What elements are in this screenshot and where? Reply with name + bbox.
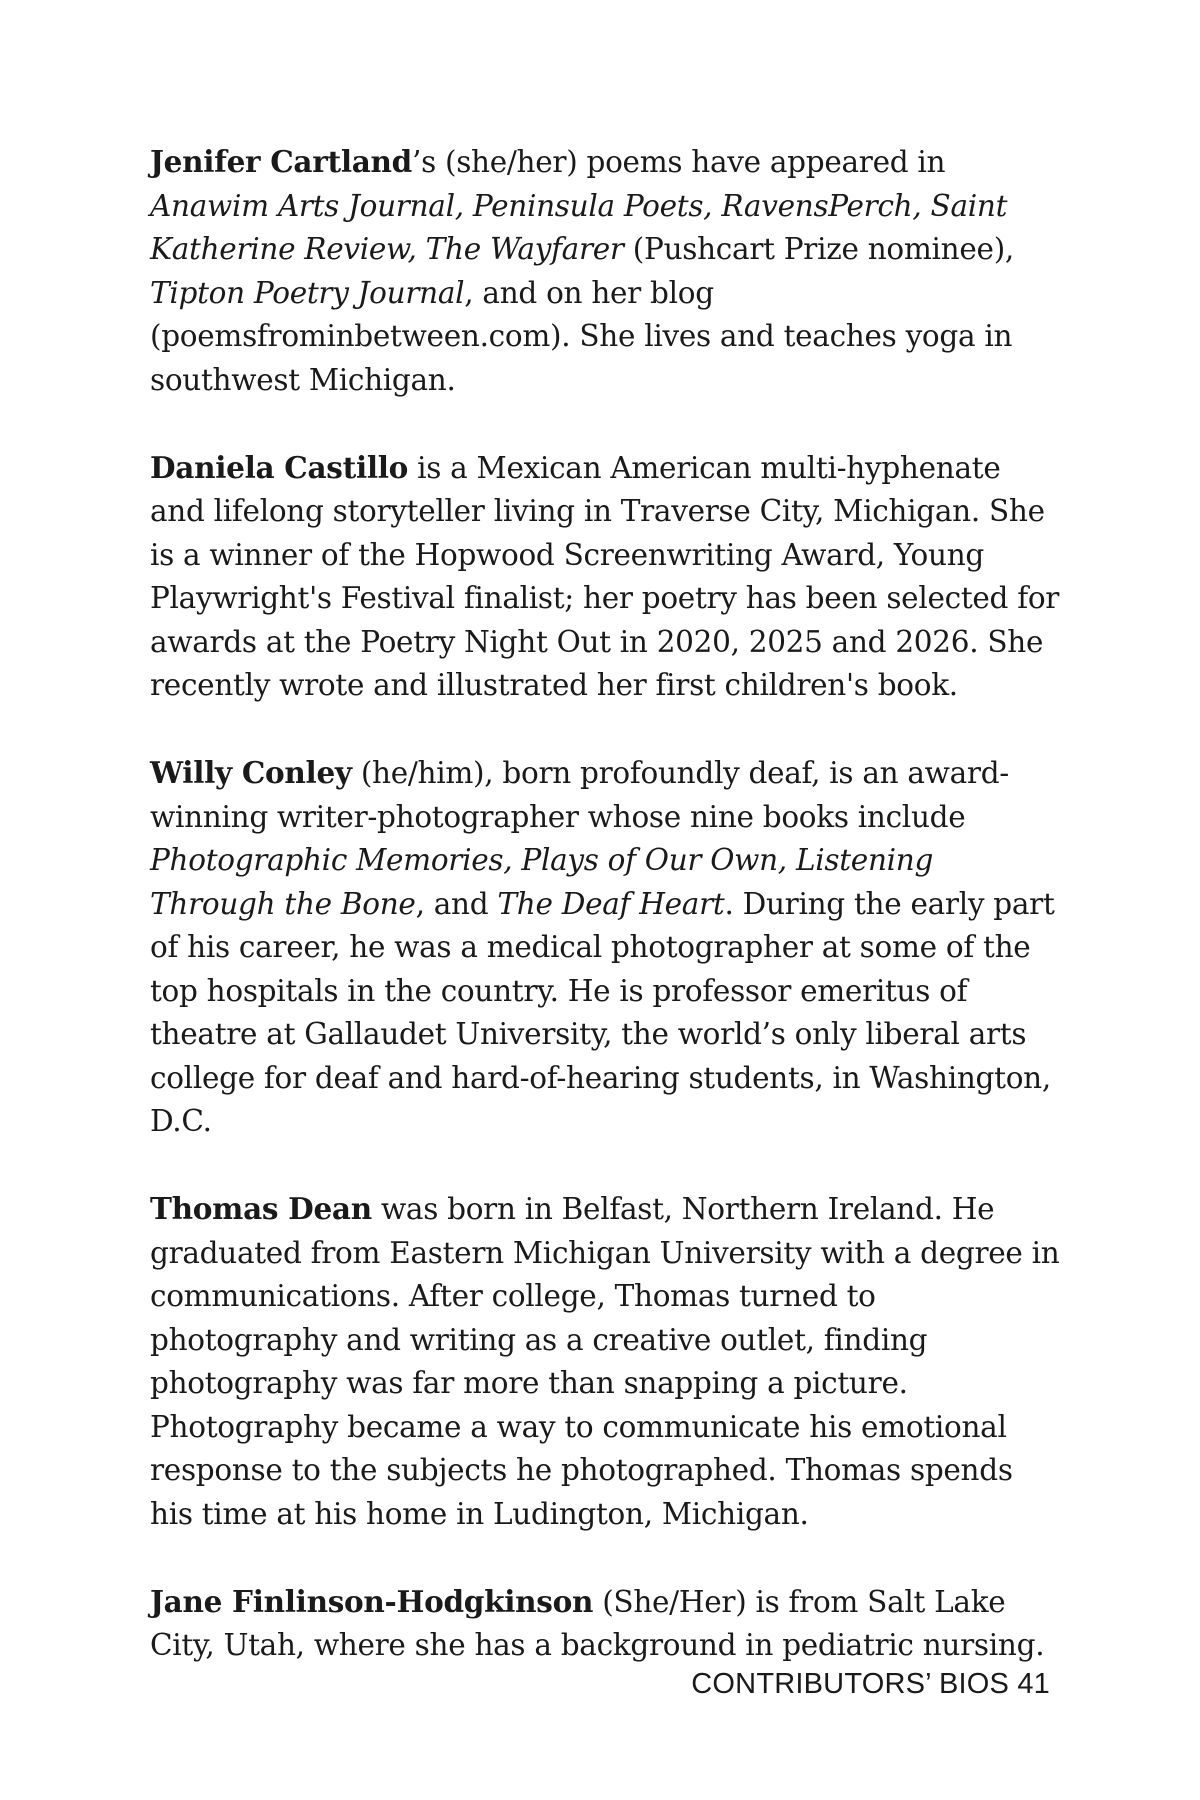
publication-title: Tipton Poetry Journal: [150, 275, 465, 310]
contributor-name: Jane Finlinson-Hodgkinson: [150, 1583, 594, 1619]
bio-text: was born in Belfast, Northern Ireland. He graduated from Eastern Michigan University with a degree in communications. After college, Thomas turned to photography and writing as a creative outlet, finding photography was far more than snapping a picture. Photography became a way to communicate his emotional response to the subjects he photographed. Thomas spends his time at his home in Ludington, Michigan.: [150, 1192, 1060, 1531]
bio-text: (he/him), born profoundly deaf, is an award-winning writer-photographer whose nine books include: [150, 756, 1009, 834]
bio-text: , and: [415, 886, 498, 921]
bio-text: , and on her blog (poemsfrominbetween.com). She lives and teaches yoga in southwest Michigan.: [150, 275, 1013, 397]
bio-text: (Pushcart Prize nominee),: [623, 232, 1014, 266]
contributor-name: Thomas Dean: [150, 1191, 372, 1226]
contributor-name: Jenifer Cartland: [150, 144, 413, 179]
bio-paragraph: [150, 1187, 1060, 1536]
contributor-name: Daniela Castillo: [150, 449, 409, 485]
bio-text: is a Mexican American multi-hyphenate and lifelong storyteller living in Traverse City, Michigan. She is a winner of the Hopwood Screenwriting Award, Young Playwright's Festival finalist; her poetry has been selected for awards at the Poetry Night Out in 2020, 2025 and 2026. She recently wrote and illustrated her first children's book.: [150, 450, 1060, 702]
book-title: The Deaf Heart: [497, 886, 725, 921]
bio-text: . During the early part of his career, he was a medical photographer at some of the top hospitals in the country. He is professor emeritus of theatre at Gallaudet University, the world’s only liberal arts college for deaf and hard-of-hearing students, in Washington, D.C.: [150, 886, 1055, 1138]
book-titles: Photographic Memories, Plays of Our Own, Listening Through the Bone: [150, 843, 934, 921]
contributor-name: Willy Conley: [150, 755, 352, 790]
bio-paragraph: [150, 751, 1060, 1144]
bio-paragraph: [150, 1580, 1060, 1668]
bio-text: (She/Her) is from Salt Lake City, Utah, where she has a background in pediatric nursing.: [150, 1584, 1045, 1662]
bio-paragraph: [150, 140, 1060, 402]
publication-titles: Anawim Arts Journal, Peninsula Poets, RavensPerch, Saint Katherine Review, The Wayfarer: [150, 188, 1008, 266]
page-footer: CONTRIBUTORS’ BIOS 41: [691, 1668, 1050, 1700]
bio-paragraph: [150, 446, 1060, 708]
contributor-bios: [150, 140, 1060, 1711]
bio-text: ’s (she/her) poems have appeared in: [412, 145, 946, 179]
